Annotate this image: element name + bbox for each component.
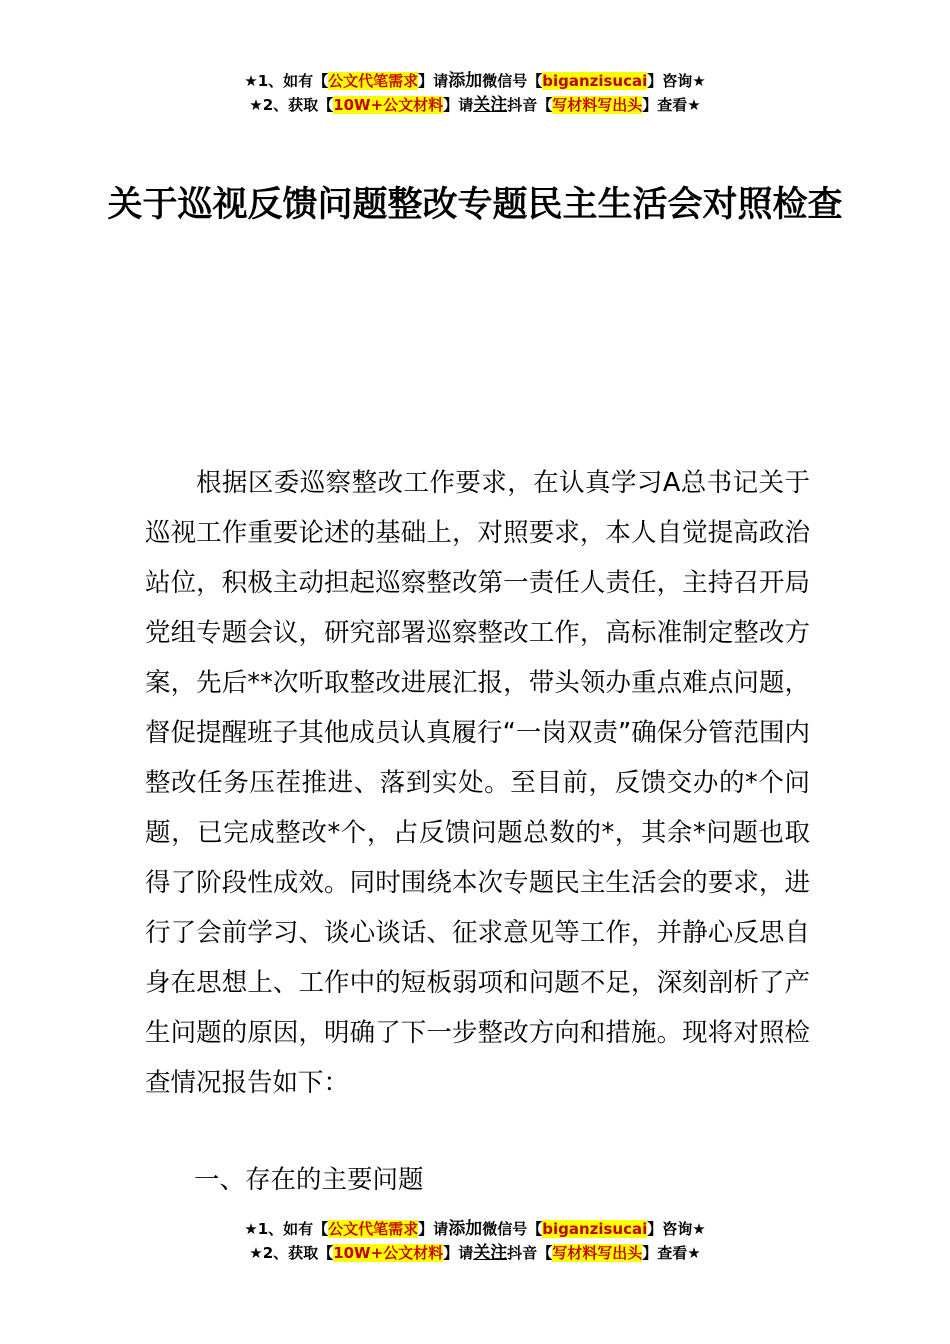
ad-text: 】请 bbox=[443, 1244, 474, 1262]
ad-highlight: biganzisucai bbox=[542, 1220, 648, 1238]
star-icon: ★ bbox=[692, 72, 706, 90]
star-icon: ★ bbox=[692, 1220, 706, 1238]
star-icon: ★ bbox=[249, 1244, 263, 1262]
ad-highlight: 10W+公文材料 bbox=[333, 96, 444, 114]
section-heading: 一、存在的主要问题 bbox=[194, 1165, 424, 1195]
ad-text: 】请 bbox=[418, 72, 449, 90]
star-icon: ★ bbox=[244, 1220, 258, 1238]
star-icon: ★ bbox=[244, 72, 258, 90]
ad-text: 】请 bbox=[418, 1220, 449, 1238]
ad-text: 】查看 bbox=[642, 1244, 688, 1262]
ad-emphasis: 添加 bbox=[448, 71, 483, 91]
top-ad-line-2 bbox=[0, 94, 950, 116]
ad-text: 2、获取【 bbox=[262, 96, 334, 114]
ad-highlight: 公文代笔需求 bbox=[328, 72, 419, 90]
ad-emphasis: 添加 bbox=[448, 1219, 483, 1239]
bottom-ad-line-1 bbox=[0, 1218, 950, 1240]
ad-text: 2、获取【 bbox=[262, 1244, 334, 1262]
document-title: 关于巡视反馈问题整改专题民主生活会对照检查 bbox=[107, 185, 843, 225]
ad-emphasis: 关注 bbox=[473, 95, 508, 115]
ad-text: 抖音【 bbox=[507, 1244, 553, 1262]
top-ad-line-1 bbox=[0, 70, 950, 92]
ad-text: 】咨询 bbox=[647, 72, 693, 90]
ad-text: 】查看 bbox=[642, 96, 688, 114]
ad-highlight: 写材料写出头 bbox=[552, 96, 643, 114]
ad-text: 微信号【 bbox=[482, 1220, 543, 1238]
ad-text: 1、如有【 bbox=[257, 1220, 329, 1238]
ad-text: 1、如有【 bbox=[257, 72, 329, 90]
star-icon: ★ bbox=[687, 96, 701, 114]
star-icon: ★ bbox=[687, 1244, 701, 1262]
ad-highlight: 公文代笔需求 bbox=[328, 1220, 419, 1238]
ad-highlight: 写材料写出头 bbox=[552, 1244, 643, 1262]
bottom-ad-line-2 bbox=[0, 1242, 950, 1264]
ad-highlight: 10W+公文材料 bbox=[333, 1244, 444, 1262]
ad-text: 】咨询 bbox=[647, 1220, 693, 1238]
ad-emphasis: 关注 bbox=[473, 1243, 508, 1263]
ad-text: 抖音【 bbox=[507, 96, 553, 114]
star-icon: ★ bbox=[249, 96, 263, 114]
ad-highlight: biganzisucai bbox=[542, 72, 648, 90]
ad-text: 】请 bbox=[443, 96, 474, 114]
ad-text: 微信号【 bbox=[482, 72, 543, 90]
body-paragraph: 根据区委巡察整改工作要求，在认真学习A总书记关于巡视工作重要论述的基础上，对照要求，本人自觉提高政治站位，积极主动担起巡察整改第一责任人责任，主持召开局党组专题会议，研究部署巡察整改工作，高标准制定整改方案，先后**次听取整改进展汇报，带头领办重点难点问题，督促提醒班子其他成员认真履行“一岗双责”确保分管范围内整改任务压茬推进、落到实处。至目前，反馈交办的*个问题，已完成整改*个，占反馈问题总数的*，其余*问题也取得了阶段性成效。同时围绕本次专题民主生活会的要求，进行了会前学习、谈心谈话、征求意见等工作，并静心反思自身在思想上、工作中的短板弱项和问题不足，深刻剖析了产生问题的原因，明确了下一步整改方向和措施。现将对照检查情况报告如下： bbox=[145, 468, 810, 1098]
